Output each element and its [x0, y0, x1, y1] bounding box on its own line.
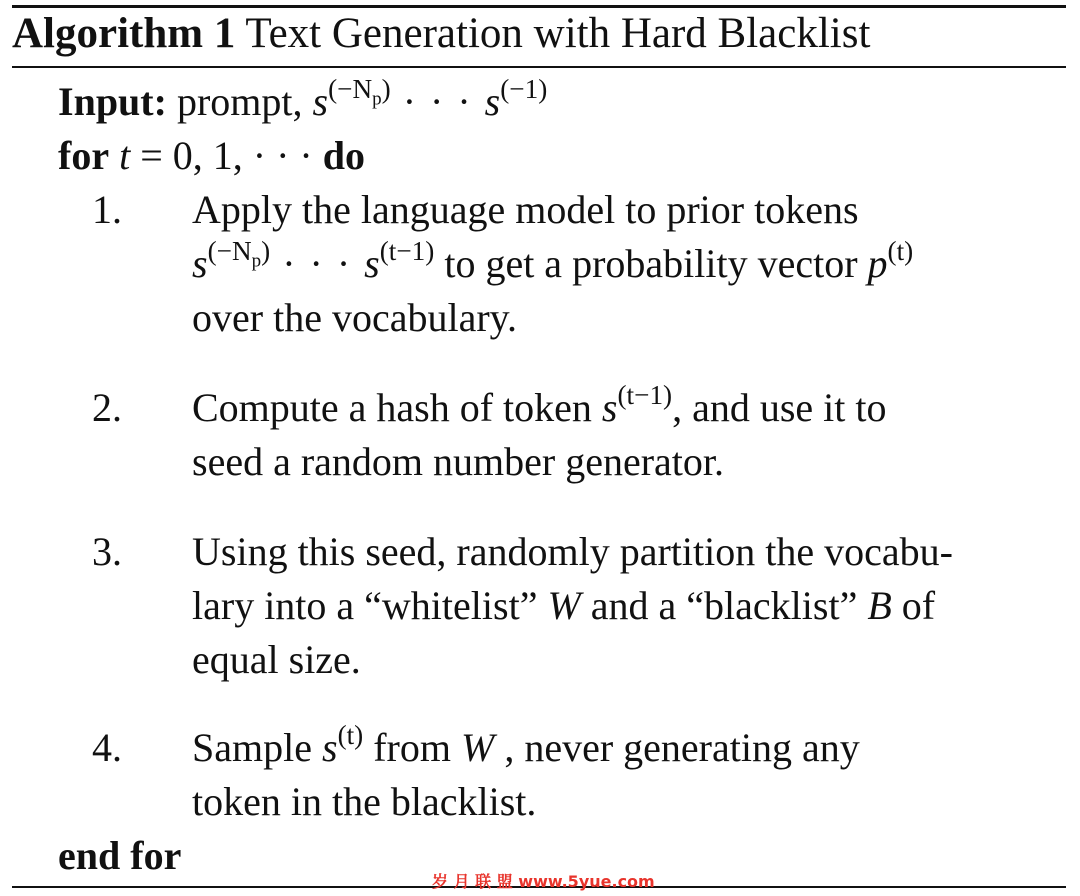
- step-4-line-1: Sample $s^{(t)}$ from W , never generating any: [192, 720, 860, 770]
- algorithm-title: Text Generation with Hard Blacklist: [245, 10, 871, 57]
- math-sup: (−1): [500, 74, 548, 105]
- step-2-number: 2.: [92, 385, 122, 430]
- input-text: prompt,: [176, 79, 313, 124]
- step-4-number: 4.: [92, 725, 122, 770]
- math-dots: · · ·: [390, 79, 485, 124]
- step-3-line-1: Using this seed, randomly partition the vocabu-: [192, 529, 953, 574]
- step-3-line-3: equal size.: [192, 637, 361, 682]
- step-1-number: 1.: [92, 187, 122, 232]
- for-keyword: for: [58, 133, 110, 178]
- loop-var: t: [119, 133, 131, 178]
- algorithm-label: Algorithm 1: [12, 10, 236, 57]
- input-line: [58, 74, 548, 126]
- loop-range: = 0, 1, · · ·: [130, 133, 323, 178]
- math-var: s: [312, 79, 329, 124]
- for-line: [58, 132, 365, 180]
- step-1-line-3: over the vocabulary.: [192, 295, 518, 340]
- watermark: 岁 月 联 盟 www.5yue.com: [432, 872, 655, 891]
- caption-rule: [12, 66, 1066, 68]
- input-keyword: Input:: [58, 79, 167, 124]
- end-for-keyword: end for: [58, 833, 182, 878]
- step-4-line-2: token in the blacklist.: [192, 779, 537, 824]
- math-var: s: [484, 79, 501, 124]
- do-keyword: do: [322, 133, 365, 178]
- algorithm-caption: [12, 8, 870, 60]
- step-2-line-1: Compute a hash of token $s^{(t-1)}$, and use it to: [192, 380, 887, 430]
- math-sup: (−Np): [328, 74, 391, 110]
- step-1-line-1: Apply the language model to prior tokens: [192, 187, 859, 232]
- step-3-number: 3.: [92, 529, 122, 574]
- step-3-line-2: lary into a “whitelist” W and a “blacklist” B of: [192, 583, 936, 628]
- step-2-line-2: seed a random number generator.: [192, 439, 725, 484]
- step-1-line-2: $s^{(-N_p)}$ · · · $s^{(t-1)}$ to get a probability vector $p^{(t)}$: [192, 236, 914, 286]
